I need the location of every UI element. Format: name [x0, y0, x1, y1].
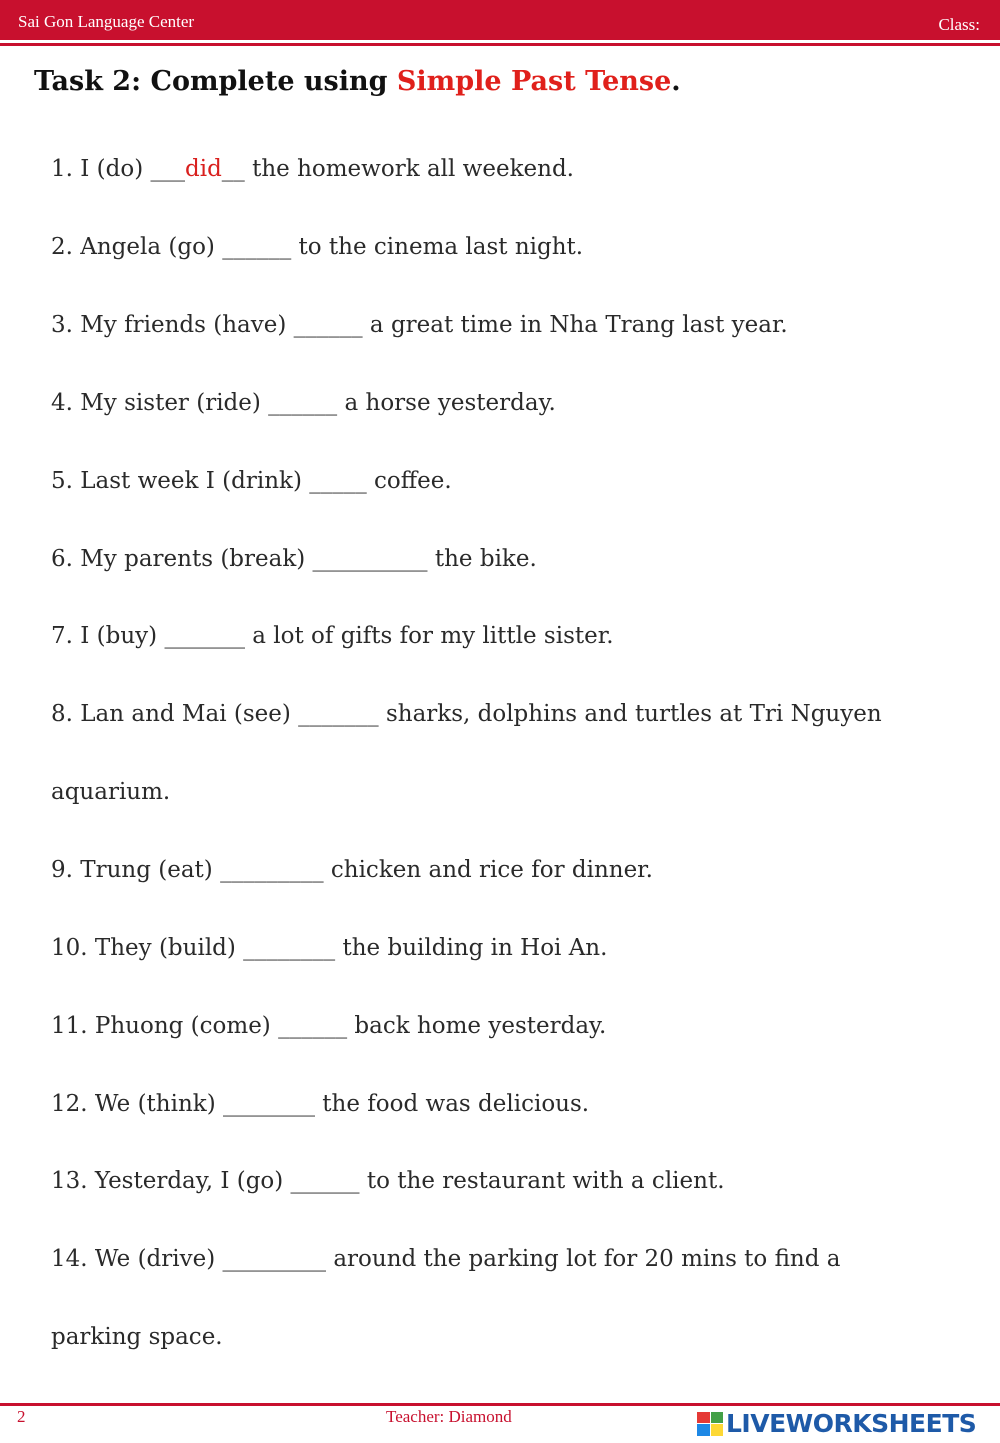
page-number: 2 [17, 1407, 26, 1426]
question-11: 11. Phuong (come) ______ back home yesterday. [51, 1013, 607, 1039]
question-9: 9. Trung (eat) _________ chicken and rice for dinner. [51, 857, 653, 883]
question-7: 7. I (buy) _______ a lot of gifts for my little sister. [51, 623, 614, 649]
question-12: 12. We (think) ________ the food was delicious. [51, 1091, 590, 1117]
question-3: 3. My friends (have) ______ a great time in Nha Trang last year. [51, 312, 788, 338]
question-13: 13. Yesterday, I (go) ______ to the restaurant with a client. [51, 1168, 725, 1194]
header-divider [0, 43, 1000, 46]
question-10: 10. They (build) ________ the building in Hoi An. [51, 935, 608, 961]
question-8-continued: aquarium. [51, 779, 171, 805]
task-title [34, 66, 681, 97]
task-title-prefix: Task 2: Complete using [34, 66, 397, 97]
question-14-continued: parking space. [51, 1324, 223, 1350]
center-name: Sai Gon Language Center [18, 12, 195, 31]
liveworksheets-logo-icon [697, 1412, 723, 1436]
liveworksheets-logo-text: LIVEWORKSHEETS [726, 1409, 977, 1438]
question-6: 6. My parents (break) __________ the bike. [51, 546, 537, 572]
class-label: Class: [938, 15, 980, 34]
task-title-highlight: Simple Past Tense [396, 66, 672, 97]
question-2: 2. Angela (go) ______ to the cinema last night. [51, 234, 584, 260]
question-1-post: __ the homework all weekend. [221, 156, 574, 182]
question-5: 5. Last week I (drink) _____ coffee. [51, 468, 452, 494]
question-1 [51, 156, 574, 182]
footer-divider [0, 1403, 1000, 1406]
question-1-pre: 1. I (do) ___ [51, 156, 185, 182]
question-4: 4. My sister (ride) ______ a horse yesterday. [51, 390, 556, 416]
task-title-suffix: . [671, 66, 681, 97]
teacher-name: Teacher: Diamond [386, 1407, 512, 1426]
header-bar [0, 0, 1000, 40]
liveworksheets-logo[interactable] [697, 1409, 976, 1438]
question-1-answer[interactable]: did [184, 156, 222, 182]
question-14: 14. We (drive) _________ around the parking lot for 20 mins to find a [51, 1246, 841, 1272]
question-8: 8. Lan and Mai (see) _______ sharks, dolphins and turtles at Tri Nguyen [51, 701, 882, 727]
